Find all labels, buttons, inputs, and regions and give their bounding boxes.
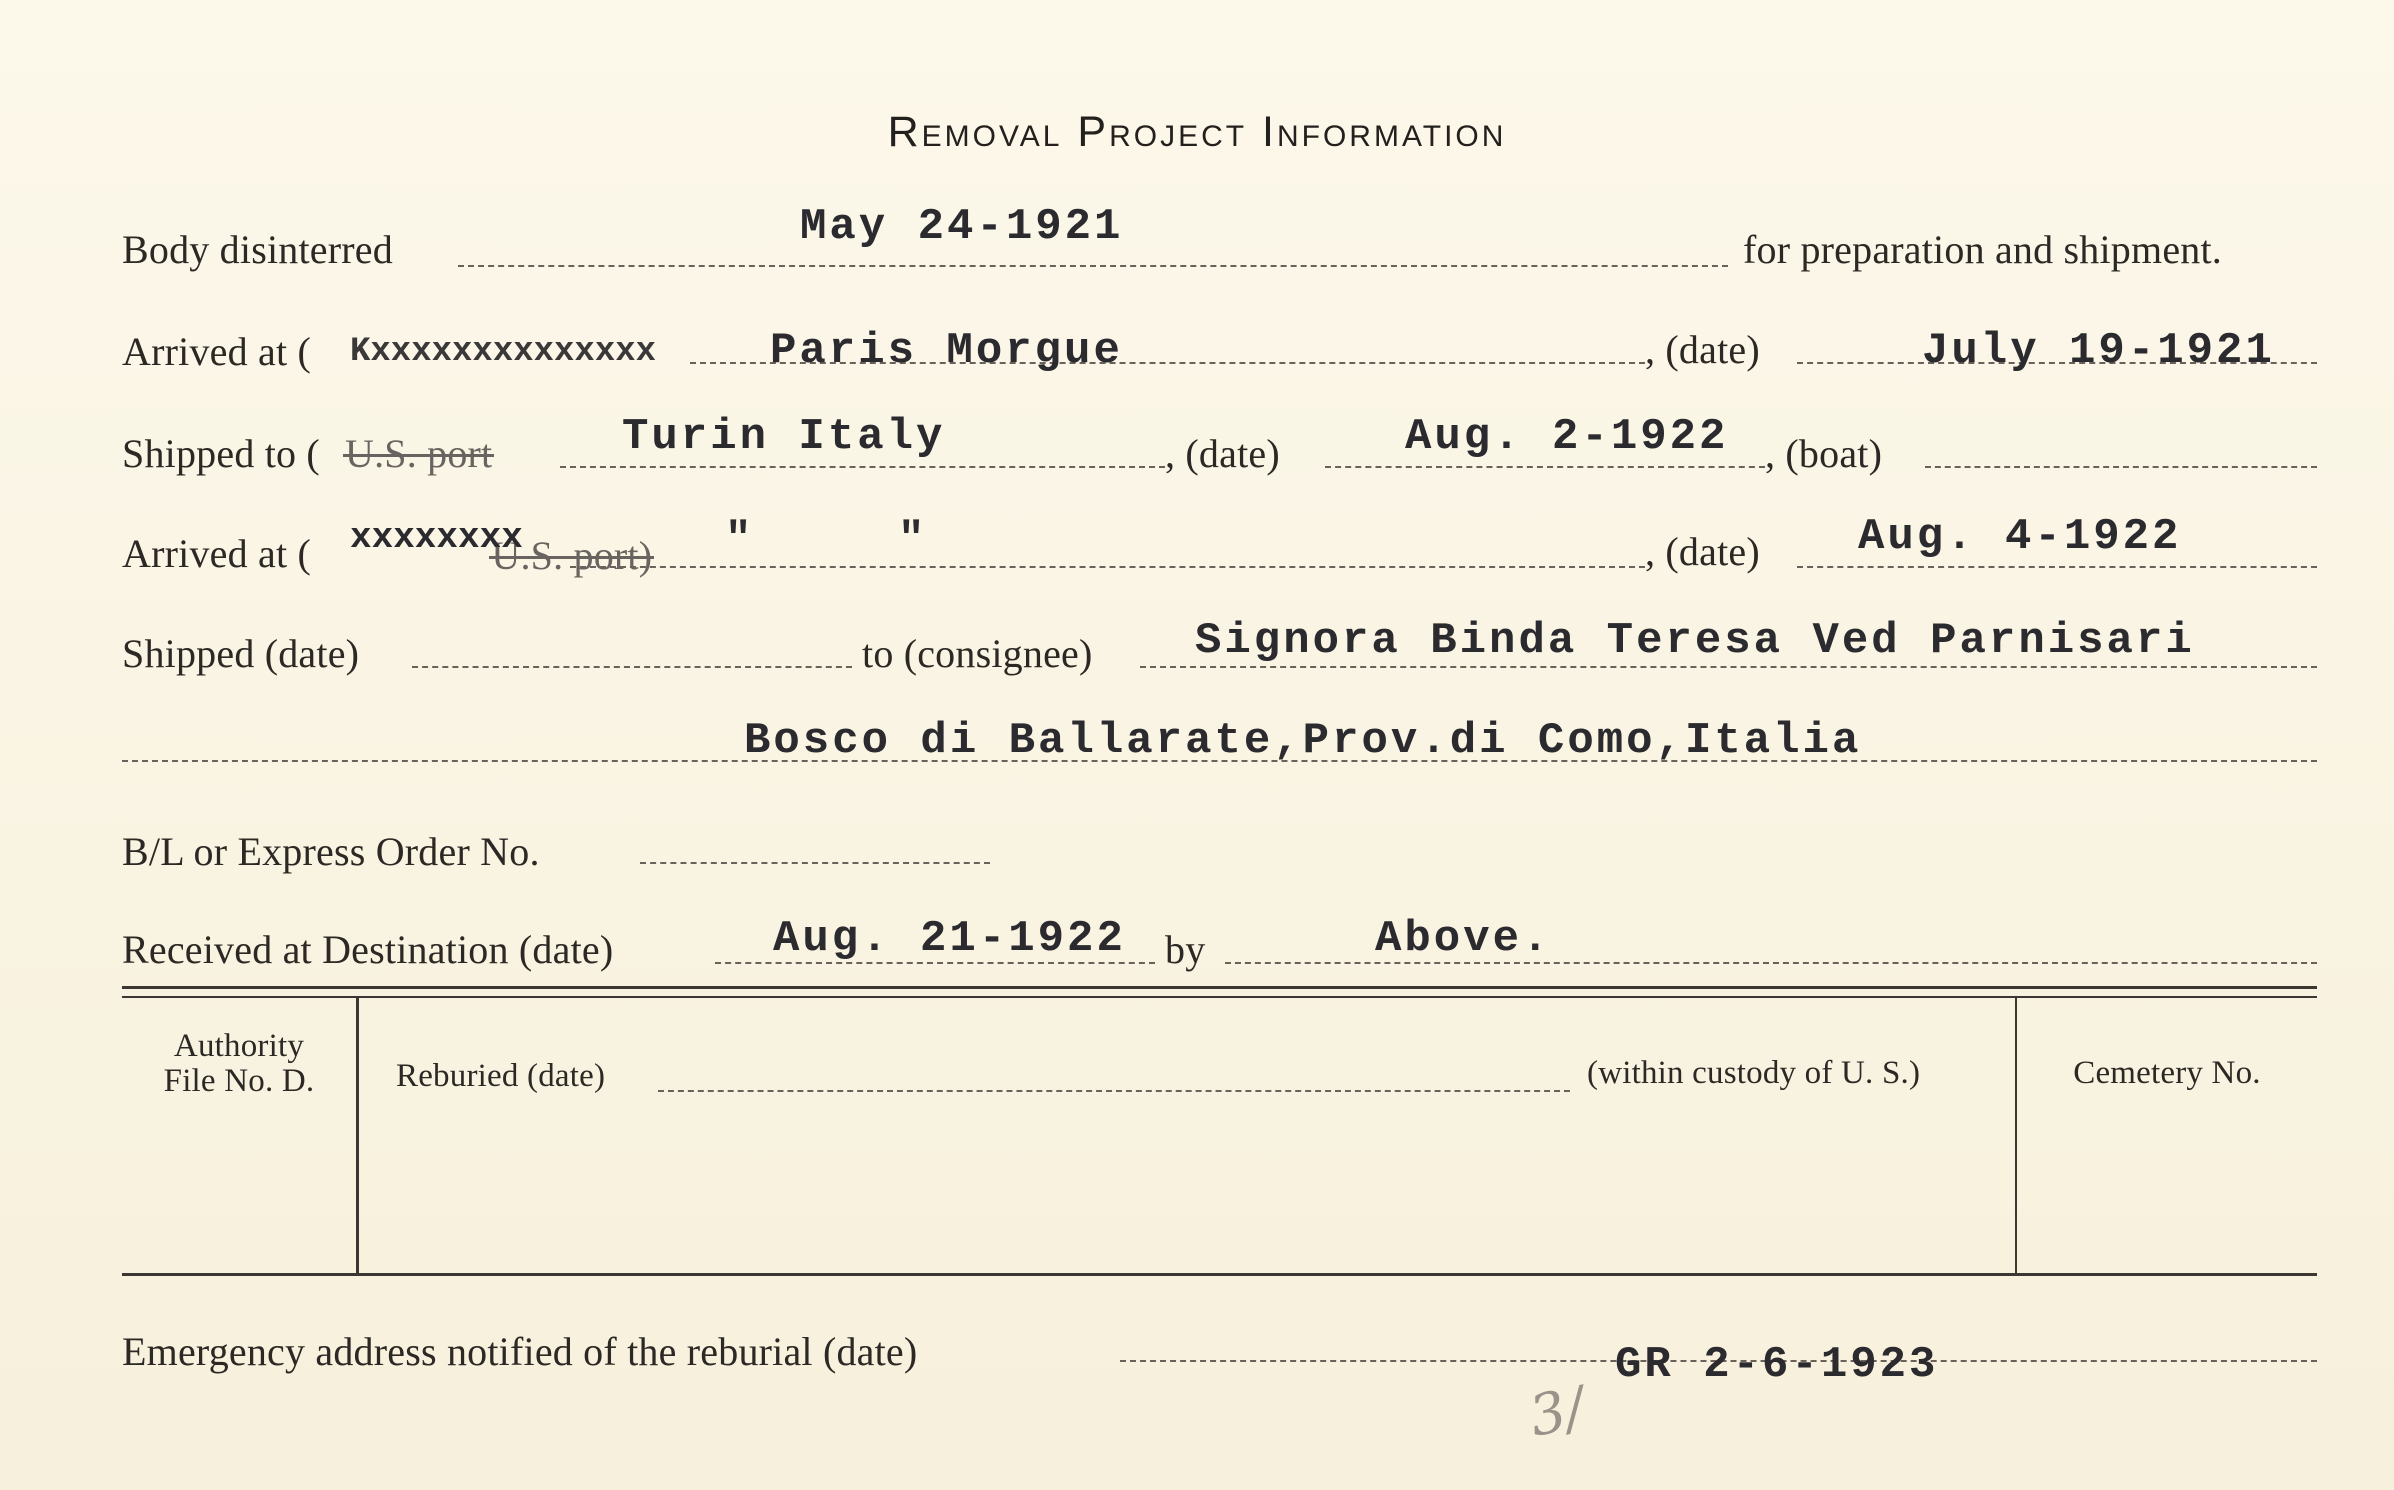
received-date: Aug. 21-1922	[773, 914, 1126, 964]
table-divider-left	[356, 998, 359, 1276]
shipped-to-struck-text: U.S. port	[345, 431, 493, 476]
consignee-address: Bosco di Ballarate,Prov.di Como,Italia	[744, 716, 1862, 766]
arrived-at-2-ditto-1: "	[725, 515, 755, 565]
shipped-to-boat-label: , (boat)	[1765, 431, 1883, 476]
arrived-at-2-struck-text: U.S. port)	[491, 533, 653, 578]
arrived-at-label: Arrived at (	[122, 329, 311, 374]
disinterred-date: May 24-1921	[800, 202, 1124, 252]
handwritten-mark: 3/	[1523, 1375, 1591, 1450]
disinterred-label: Body disinterred	[122, 227, 393, 272]
page-title: Removal Project Information	[887, 108, 1507, 156]
bl-line	[640, 862, 990, 864]
shipped-to-date-label: , (date)	[1165, 431, 1280, 476]
reburied-label: Reburied (date)	[396, 1058, 606, 1094]
emergency-label: Emergency address notified of the reburial (date)	[122, 1329, 918, 1374]
arrived-at-2-ditto-2: "	[898, 515, 928, 565]
shipped-to-boat-line	[1925, 466, 2317, 468]
authority-label-line-1: Authority	[173, 1028, 305, 1064]
arrived-at-2-date: Aug. 4-1922	[1858, 512, 2182, 562]
received-label: Received at Destination (date)	[122, 927, 614, 972]
shipped-to-place: Turin Italy	[622, 412, 946, 462]
shipped-to-date: Aug. 2-1922	[1405, 412, 1729, 462]
reburied-line	[658, 1090, 1570, 1092]
arrived-at-2-date-line	[1797, 566, 2317, 568]
shipped-to-place-line	[560, 466, 1165, 468]
authority-label-line-2: File No. D.	[163, 1063, 315, 1099]
arrived-at-2-label: Arrived at (	[122, 531, 311, 576]
shipped-date-label: Shipped (date)	[122, 631, 360, 676]
disinterred-suffix: for preparation and shipment.	[1743, 227, 2222, 272]
arrived-at-2-date-label: , (date)	[1645, 529, 1760, 574]
arrived-at-2-place-line	[570, 566, 1645, 568]
cemetery-label: Cemetery No.	[2073, 1055, 2261, 1091]
table-divider-right	[2015, 998, 2017, 1276]
arrived-at-date: July 19-1921	[1922, 326, 2275, 376]
arrived-at-place: Paris Morgue	[770, 326, 1123, 376]
shipped-to-date-line	[1325, 466, 1765, 468]
shipped-date-line	[412, 666, 852, 668]
received-by-label: by	[1165, 927, 1206, 972]
custody-label: (within custody of U. S.)	[1587, 1055, 1921, 1091]
table-bottom-rule	[122, 1273, 2317, 1276]
arrived-at-2-overtype: xxxxxxxx	[350, 517, 523, 558]
consignee-label: to (consignee)	[862, 631, 1093, 676]
consignee-name: Signora Binda Teresa Ved Parnisari	[1195, 616, 2195, 666]
shipped-to-label: Shipped to (	[122, 431, 320, 476]
received-by: Above.	[1375, 914, 1552, 964]
emergency-date: GR 2-6-1923	[1615, 1340, 1939, 1390]
arrived-at-struck-text: Kxxxxxxxxxxxxxx	[350, 333, 657, 371]
disinterred-date-line	[458, 265, 1728, 267]
arrived-at-date-label: , (date)	[1645, 327, 1760, 372]
table-top-rule-inner	[122, 996, 2317, 998]
table-top-rule	[122, 986, 2317, 989]
bl-label: B/L or Express Order No.	[122, 829, 540, 874]
consignee-line	[1140, 666, 2317, 668]
